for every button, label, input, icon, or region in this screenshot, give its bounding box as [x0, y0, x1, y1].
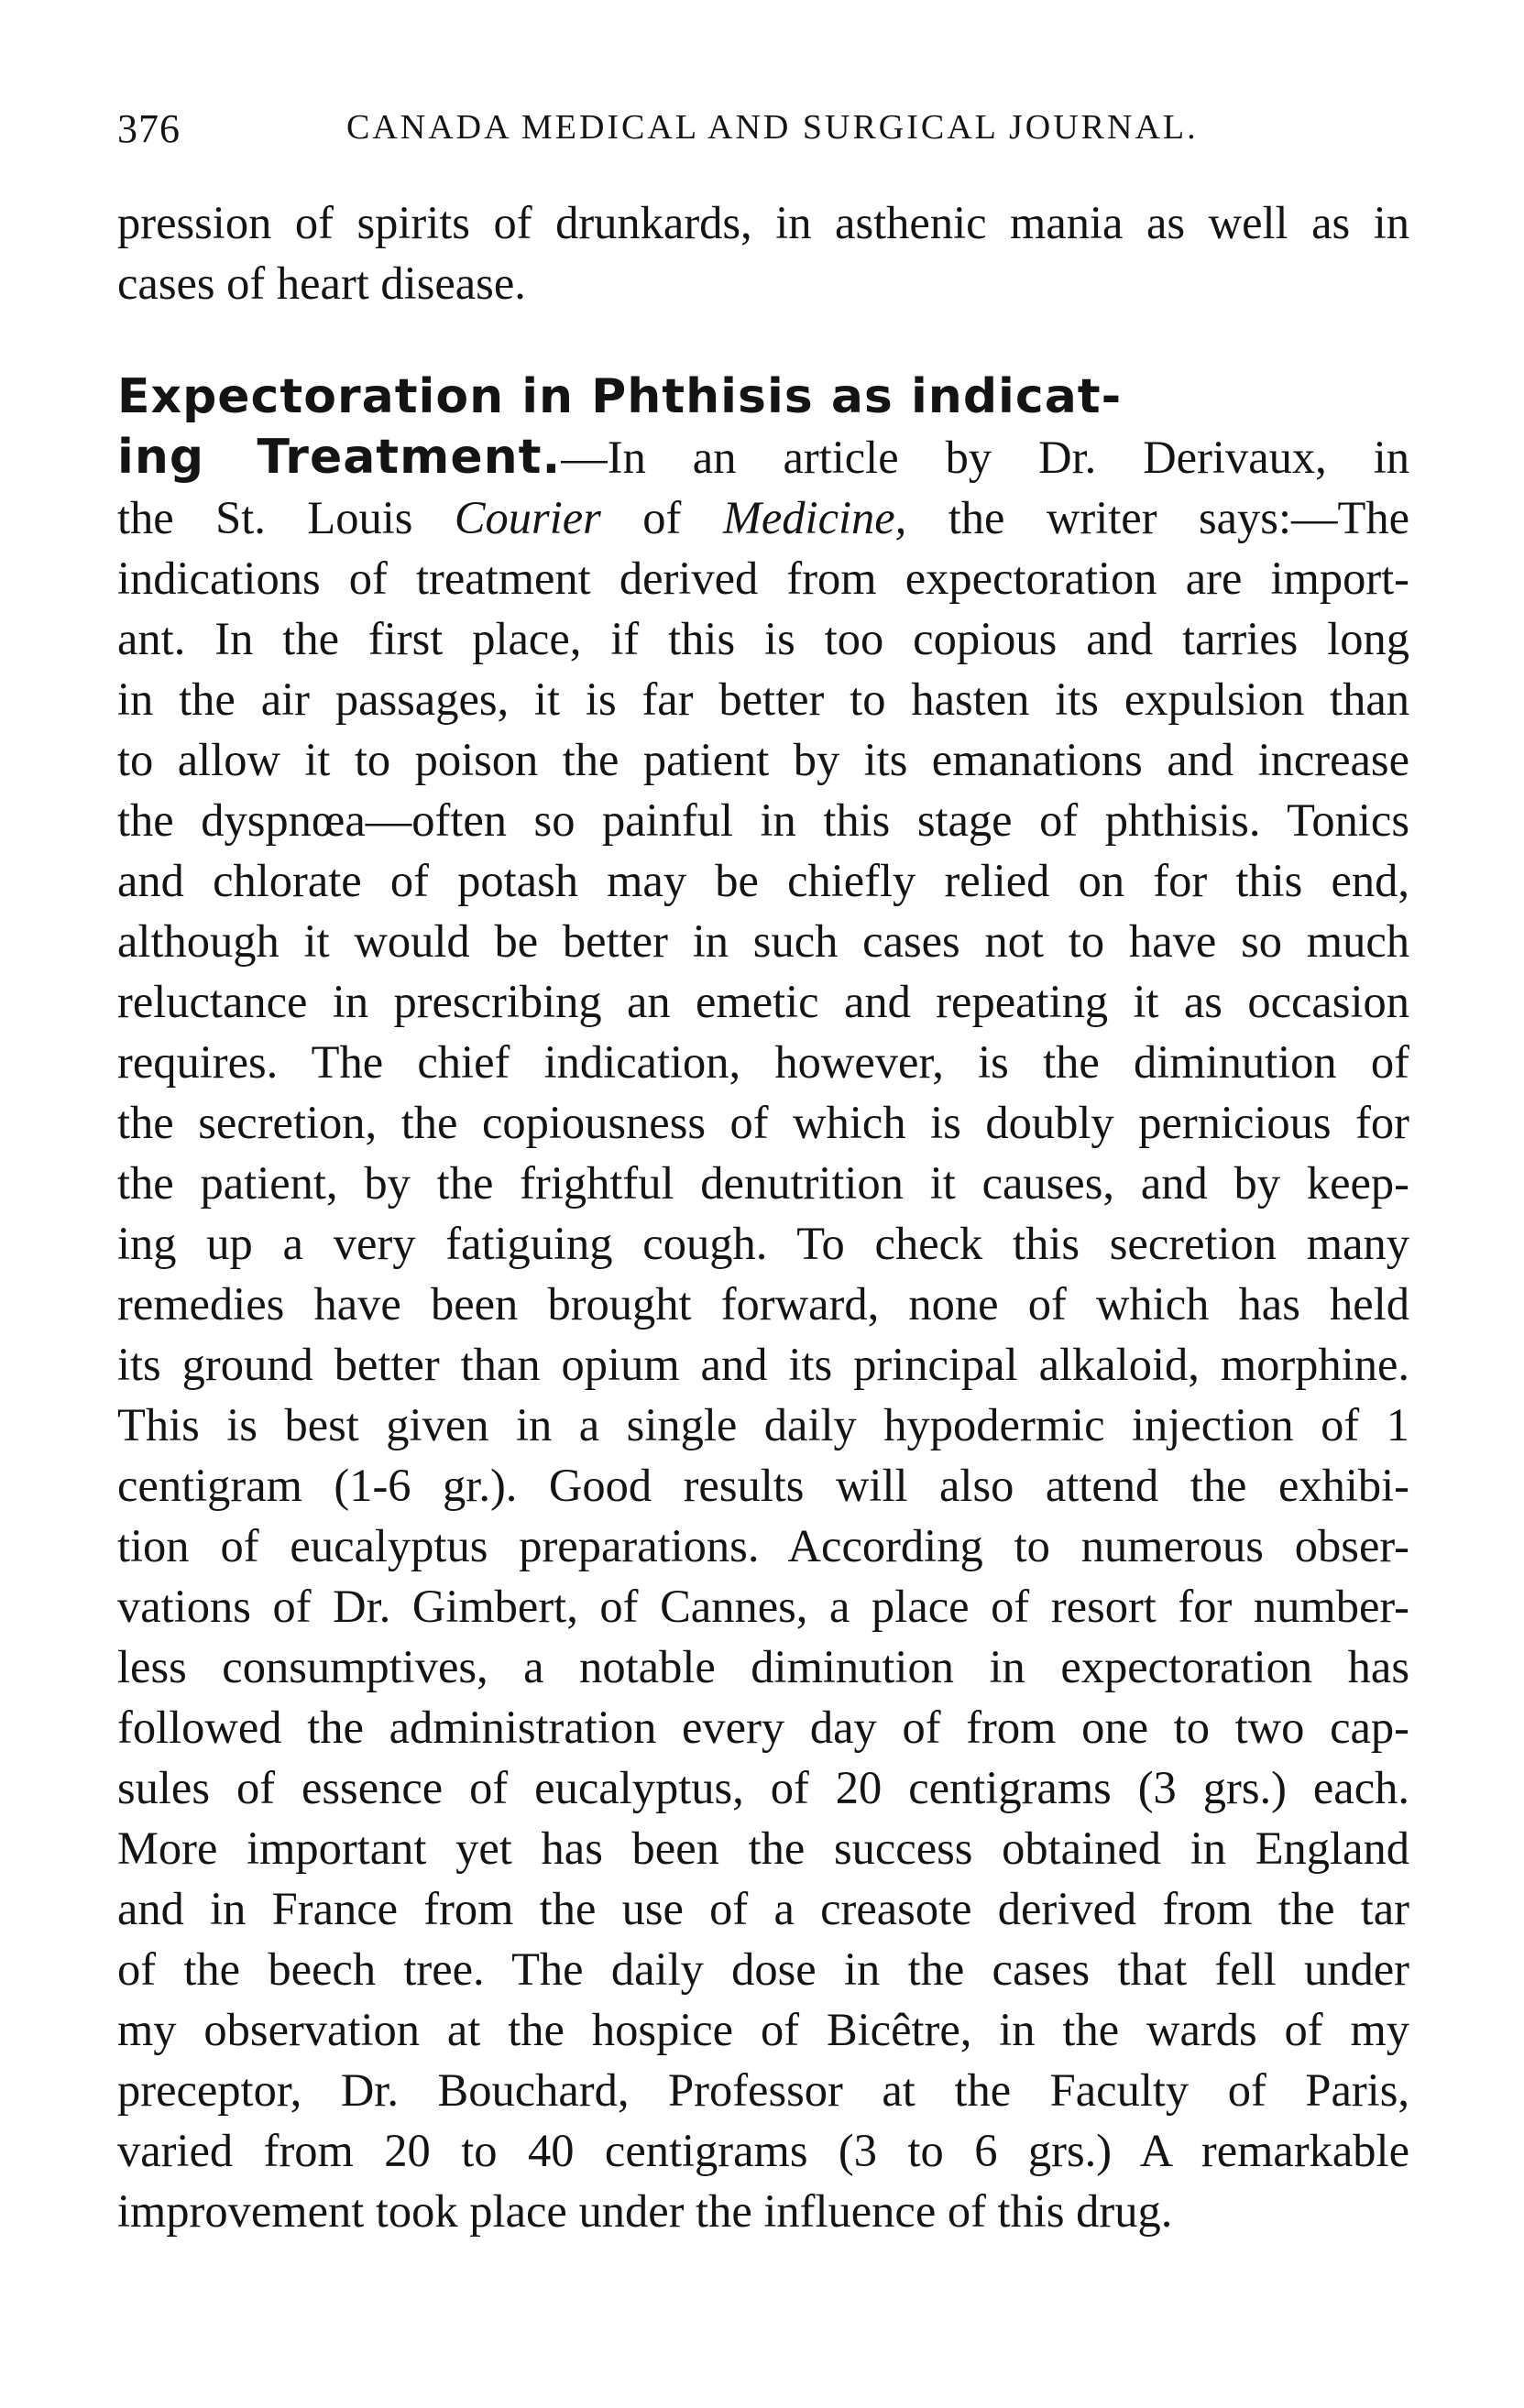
text-line: the dyspnœa—often so painful in this stage of phthisis. Tonics — [117, 794, 1409, 846]
previous-article-text — [117, 192, 1409, 313]
journal-title: CANADA MEDICAL AND SURGICAL JOURNAL. — [346, 108, 1199, 147]
text-line: vations of Dr. Gimbert, of Cannes, a place of resort for number- — [117, 1581, 1409, 1632]
italic-journal-name: Medicine, — [722, 492, 907, 543]
article-heading-part1: Expectoration in Phthisis as indicat- — [117, 369, 1123, 424]
text-line: its ground better than opium and its principal alkaloid, morphine. — [117, 1339, 1409, 1390]
article-heading-part2: ing Treatment. — [117, 430, 562, 485]
text-line: and chlorate of potash may be chiefly relied on for this end, — [117, 855, 1409, 906]
text-line: pression of spirits of drunkards, in asthenic mania as well as in — [117, 197, 1409, 248]
text-line: less consumptives, a notable diminution in expectoration has — [117, 1641, 1409, 1692]
text-line: More important yet has been the success obtained in England — [117, 1822, 1409, 1874]
text-line: varied from 20 to 40 centigrams (3 to 6 grs.) A remarkable — [117, 2125, 1409, 2176]
page-number: 376 — [117, 106, 181, 151]
text-line: remedies have been brought forward, none of which has held — [117, 1278, 1409, 1330]
article-expectoration-in-phthisis — [117, 367, 1409, 2241]
text-line: reluctance in prescribing an emetic and repeating it as occasion — [117, 976, 1409, 1027]
text-line: my observation at the hospice of Bicêtre, in the wards of my — [117, 2004, 1409, 2055]
text-line: This is best given in a single daily hypodermic injection of 1 — [117, 1399, 1409, 1450]
text-line: improvement took place under the influence of this drug. — [117, 2185, 1173, 2237]
text-line: in the air passages, it is far better to hasten its expulsion than — [117, 673, 1409, 725]
text-line: sules of essence of eucalyptus, of 20 centigrams (3 grs.) each. — [117, 1762, 1409, 1813]
text-line: to allow it to poison the patient by its emanations and increase — [117, 734, 1409, 785]
text-line: requires. The chief indication, however, is the diminution of — [117, 1036, 1409, 1088]
text-line: the patient, by the frightful denutrition it causes, and by keep- — [117, 1157, 1409, 1209]
article-intro-text: —In an article by Dr. Derivaux, in — [561, 432, 1410, 483]
text-line — [117, 487, 1409, 548]
text-line: of the beech tree. The daily dose in the cases that fell under — [117, 1943, 1409, 1995]
text-line: indications of treatment derived from expectoration are import- — [117, 553, 1409, 604]
text-line: centigram (1-6 gr.). Good results will also attend the exhibi- — [117, 1460, 1409, 1511]
text-line: tion of eucalyptus preparations. According to numerous obser- — [117, 1520, 1409, 1571]
article-heading-line — [117, 367, 1409, 427]
text-segment: the writer says:—The — [906, 492, 1409, 543]
text-line: although it would be better in such cases not to have so much — [117, 915, 1409, 967]
text-line: the secretion, the copiousness of which is doubly pernicious for — [117, 1097, 1409, 1148]
text-segment: the St. Louis — [117, 492, 455, 543]
text-line: cases of heart disease. — [117, 257, 526, 309]
running-head — [117, 105, 1400, 170]
text-line: ant. In the first place, if this is too copious and tarries long — [117, 613, 1409, 664]
text-line: preceptor, Dr. Bouchard, Professor at the Faculty of Paris, — [117, 2064, 1409, 2116]
text-line: followed the administration every day of from one to two cap- — [117, 1702, 1409, 1753]
text-segment: of — [600, 492, 723, 543]
article-heading-line-2 — [117, 427, 1409, 487]
text-line: and in France from the use of a creasote derived from the tar — [117, 1883, 1409, 1934]
text-line: ing up a very fatiguing cough. To check this secretion many — [117, 1218, 1409, 1269]
italic-journal-name: Courier — [454, 492, 601, 543]
